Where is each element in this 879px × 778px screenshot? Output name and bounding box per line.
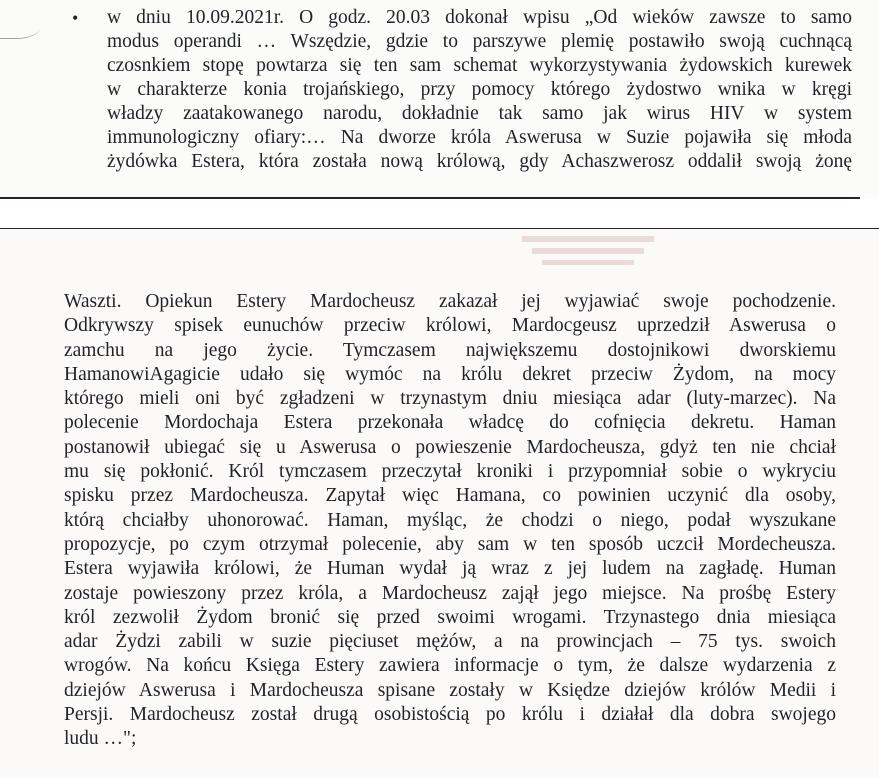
bottom-line-10: którą chciałby uhonorować. Haman, myśląc, że chodzi o niego, podał wyszukane — [64, 509, 836, 531]
bottom-paragraph — [64, 290, 836, 752]
bottom-line-13: zostaje powieszony przez króla, a Mardocheusz zajął jego miejsce. Na prośbę Estery — [64, 582, 836, 604]
top-line-4: w charakterze konia trojańskiego, przy pomocy którego żydostwo wnika w kręgi — [107, 79, 852, 100]
bottom-line-4: HamanowiAgagicie udało się wymóc na królu dekret przeciw Żydom, na mocy — [64, 363, 836, 385]
page-gap — [0, 198, 879, 229]
bottom-line-14: król zezwolił Żydom bronić się przed swoimi wrogami. Trzynastego dnia miesiąca — [64, 606, 836, 628]
bottom-line-7: postanowił ubiegać się u Aswerusa o powieszenie Mardocheusza, gdyż ten nie chciał — [64, 436, 836, 458]
bottom-line-9: spisku przez Mardocheusza. Zapytał więc Hamana, co powinien uczynić dla osoby, — [64, 485, 836, 507]
bottom-line-11: propozycje, po czym otrzymał polecenie, aby sam w ten sposób uczcił Mordecheusza. — [64, 533, 836, 555]
upper-page-scan — [0, 0, 879, 198]
bottom-line-19: ludu …"; — [64, 728, 137, 750]
bottom-line-1: Waszti. Opiekun Estery Mardocheusz zakazał jej wyjawiać swoje pochodzenie. — [64, 291, 836, 312]
bullet-marker: • — [72, 8, 79, 28]
top-line-2: modus operandi … Wszędzie, gdzie to parszywe plemię postawiło swoją cuchnącą — [107, 31, 852, 52]
top-line-6: immunologiczny ofiary:… Na dworze króla Aswerusa w Suzie pojawiła się młoda — [107, 127, 852, 148]
bottom-line-17: dziejów Aswerusa i Mardocheusza spisane zostały w Księdze dziejów królów Medii i — [64, 679, 836, 701]
bottom-line-3: zamchu na jego życie. Tymczasem największemu dostojnikowi dworskiemu — [64, 339, 836, 361]
bottom-line-16: wrogów. Na końcu Księga Estery zawiera informacje o tym, że dalsze wydarzenia z — [64, 655, 836, 677]
faint-stamp-shadow — [518, 232, 658, 270]
page-bottom-edge-line — [0, 197, 860, 199]
bottom-line-6: polecenie Mordochaja Estera przekonała władcę do cofnięcia dekretu. Haman — [64, 412, 836, 434]
top-line-7: żydówka Estera, która została nową królową, gdy Achaszwerosz oddalił swoją żonę — [107, 151, 852, 172]
bottom-line-12: Estera wyjawiła królowi, że Human wydał ją wraz z jej ludem na zagładę. Human — [64, 558, 836, 580]
bottom-line-2: Odkrywszy spisek eunuchów przeciw królowi, Mardocgeusz uprzedził Aswerusa o — [64, 315, 836, 337]
top-line-3: czosnkiem stopę powtarza się ten sam schemat wykorzystywania żydowskich kurewek — [107, 55, 852, 76]
top-line-5: władzy zaatakowanego narodu, dokładnie tak samo jak wirus HIV w system — [107, 103, 852, 124]
bottom-line-18: Persji. Mardocheusz został drugą osobistością po królu i działał dla dobra swojego — [64, 704, 836, 726]
top-paragraph — [107, 6, 852, 174]
page-curl-mark — [0, 20, 40, 39]
bottom-line-8: mu się pokłonić. Król tymczasem przeczytał kroniki i przypomniał sobie o wykryciu — [64, 461, 836, 483]
bottom-line-5: którego mieli oni być zgładzeni w trzynastym dniu miesiąca adar (luty-marzec). Na — [64, 388, 836, 410]
bottom-line-15: adar Żydzi zabili w suzie pięciuset mężów, a na prowincjach – 75 tys. swoich — [64, 631, 836, 653]
top-line-1: w dniu 10.09.2021r. O godz. 20.03 dokonał wpisu „Od wieków zawsze to samo — [107, 7, 852, 28]
